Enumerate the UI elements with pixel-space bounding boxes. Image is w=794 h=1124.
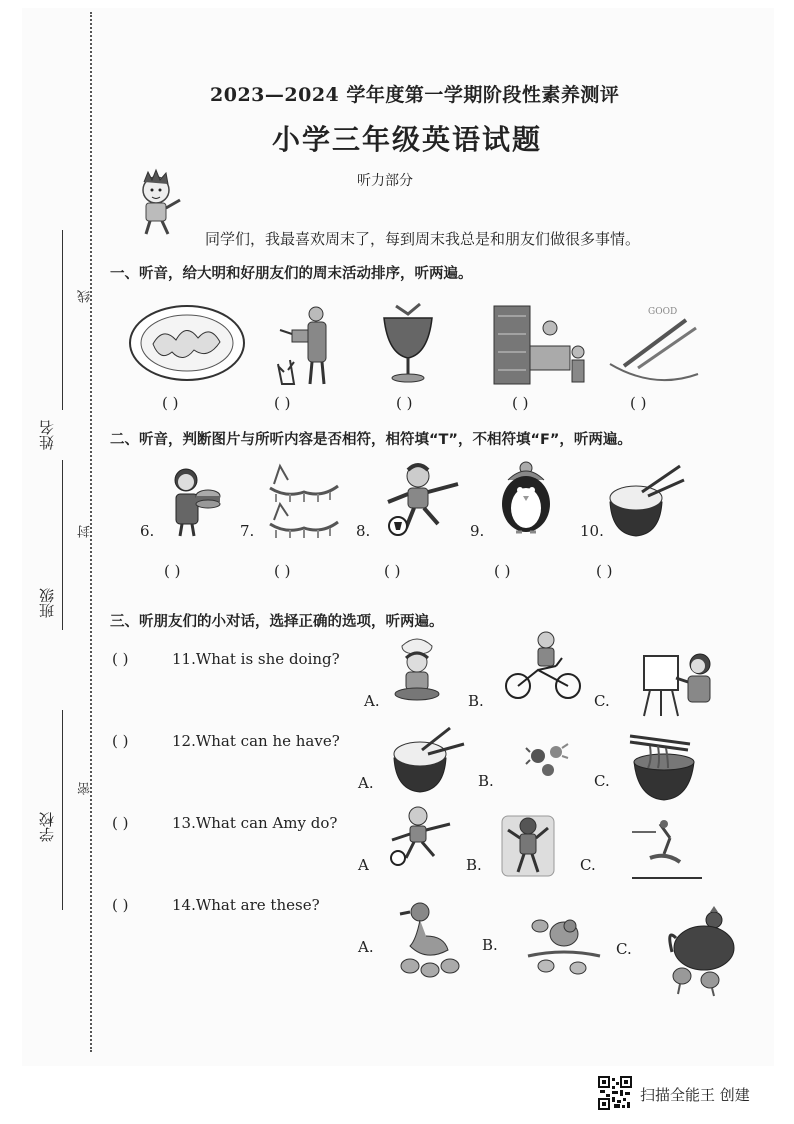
penguin-image [496,458,556,536]
hen-and-chicks-image [664,908,740,998]
name-rule [62,230,63,410]
q14-option-a: A. [358,938,374,956]
q13-blank[interactable]: ( ) [112,814,129,832]
s1-blank-4[interactable]: ( ) [512,394,529,412]
boy-with-hamburger-image [164,466,222,538]
s2-num-9: 9. [470,522,485,540]
dumplings-plate-image [128,304,246,382]
exam-title: 小学三年级英语试题 [272,123,543,156]
q13-option-b: B. [466,856,482,874]
s1-blank-3[interactable]: ( ) [396,394,413,412]
play-football-image [384,806,454,866]
q14-option-c: C. [616,940,632,958]
q13-text: 13.What can Amy do? [172,814,338,832]
watering-plants-image [272,304,346,386]
q11-option-b: B. [468,692,484,710]
library-reading-image [494,306,588,384]
rice-bowl-chopsticks-image [606,462,686,538]
section3-title: 三、听朋友们的小对话，选择正确的选项，听两遍。 [110,614,444,630]
s2-num-6: 6. [140,522,155,540]
s2-num-7: 7. [240,522,255,540]
girl-cooking-image [384,636,450,702]
intro-text: 同学们，我最喜欢周末了，每到周末我总是和朋友们做很多事情。 [205,230,641,248]
q13-option-c: C. [580,856,596,874]
binding-mark-seal: 封 [78,525,93,538]
school-label: 学校 [38,812,56,842]
juice-glass-image [378,296,438,384]
binding-mark-line: 线 [78,290,93,303]
binding-mark-secret: 密 [78,782,93,795]
section2-title: 二、听音，判断图片与所听内容是否相符，相符填“T”，不相符填“F”，听两遍。 [110,432,632,448]
name-label: 姓名 [38,420,56,450]
rice-bowl-image [390,726,468,794]
noodles-image [628,732,700,802]
girl-drawing-image [640,650,716,718]
s2-num-10: 10. [580,522,604,540]
q11-blank[interactable]: ( ) [112,650,129,668]
q12-option-a: A. [358,774,374,792]
q12-text: 12.What can he have? [172,732,340,750]
footer-scanner-label: 扫描全能王 创建 [640,1086,750,1104]
s1-blank-5[interactable]: ( ) [630,394,647,412]
q14-text: 14.What are these? [172,896,320,914]
q14-blank[interactable]: ( ) [112,896,129,914]
boy-playing-football-image [378,462,462,538]
s1-blank-2[interactable]: ( ) [274,394,291,412]
s2-blank-9[interactable]: ( ) [494,562,511,580]
s2-blank-8[interactable]: ( ) [384,562,401,580]
q11-option-c: C. [594,692,610,710]
swim-image [630,820,704,882]
fork-knife-plate-image [608,304,700,386]
q12-option-c: C. [594,772,610,790]
dragon-boats-image [266,458,342,540]
exam-title-line1: 2023—2024 学年度第一学期阶段性素养测评 [210,84,620,106]
mascot-boy-image [130,170,186,236]
class-label: 班级 [38,588,56,618]
q12-blank[interactable]: ( ) [112,732,129,750]
candies-image [524,740,572,780]
q11-option-a: A. [364,692,380,710]
birds-image [526,908,602,980]
class-rule [62,460,63,630]
s2-num-8: 8. [356,522,371,540]
s2-blank-10[interactable]: ( ) [596,562,613,580]
school-rule [62,710,63,910]
section1-title: 一、听音，给大明和好朋友们的周末活动排序，听两遍。 [110,266,473,282]
ducks-image [396,900,466,980]
q13-option-a: A [358,856,369,874]
q11-text: 11.What is she doing? [172,650,340,668]
s2-blank-7[interactable]: ( ) [274,562,291,580]
qr-code-icon [598,1076,632,1110]
listening-part-label: 听力部分 [357,173,413,189]
girl-riding-bike-image [500,630,584,700]
q12-option-b: B. [478,772,494,790]
s2-blank-6[interactable]: ( ) [164,562,181,580]
s1-blank-1[interactable]: ( ) [162,394,179,412]
dance-image [500,806,556,882]
q14-option-b: B. [482,936,498,954]
svg-text:GOOD: GOOD [648,307,678,317]
